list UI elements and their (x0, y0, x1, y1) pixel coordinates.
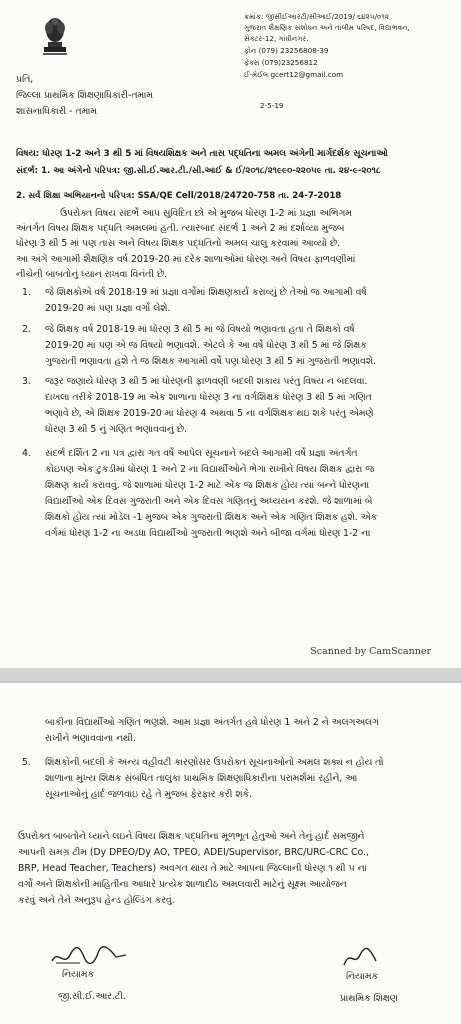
intro-line: ઉપરોક્ત વિષય સંદર્ભે આપ સુવિદિત છો એ મુજબ ધોરણ 1-2 માં પ્રજ્ઞા અભિગમ (60, 208, 352, 219)
point-line: જે શિક્ષકોએ વર્ષ 2018-19 માં પ્રજ્ઞા વર્ગોમાં શિક્ષણકાર્ય કરાવ્યું છે તેઓ જ આગામી વર્ષ (45, 287, 367, 298)
organization-name: ગુજરાત શૈક્ષણિક સંશોધન અને તાલીમ પરિષદ, વિદ્યાભવન, (244, 23, 410, 32)
point-line: વર્ગમાં ધોરણ 1-2 ના અડધા વિદ્યાર્થીઓ ગુજરાતી ભણશે અને બીજા વર્ગમાં ધોરણ 1-2 ના (45, 528, 371, 539)
closing-line: BRP, Head Teacher, Teachers) અવગત થાય તે માટે આપના જિલ્લાની ધોરણ ૧ થી ૫ ના (18, 863, 367, 874)
closing-line: આપની સમગ્ર ટીમ (Dy DPEO/Dy AO, TPEO, ADEI/Supervisor, BRC/URC-CRC Co., (18, 847, 369, 858)
intro-line: ધોરણ 3 થી 5 માં પણ તાસ અને વિષય શિક્ષક પદ્ધતિનો અમલ ચાલુ કરવામાં આવ્યો છે. (16, 238, 340, 249)
point-line: વિદ્યાર્થીઓ એક દિવસ ગુજરાતી અને એક દિવસ ગણિતનું અધ્યયન કરશે. જે શાળામાં બે (45, 496, 373, 507)
phone-number: ફોન (079) 23256808-39 (244, 46, 329, 55)
point-line: શિક્ષણ કાર્ય કરાવવું. જે શાળામાં ધોરણ 1-2 માટે એક જ શિક્ષક હોય ત્યાં બન્ને ધોરણના (45, 480, 370, 491)
point-line: દાખલા તરીકે 2018-19 મા એક શાળાના ધોરણ 3 ના વર્ગશિક્ષક ધોરણ 3 થી 5 માં ગણિત (45, 392, 372, 403)
point-line: 2019-20 માં પણ પ્રજ્ઞા વર્ગો લેશે. (45, 303, 171, 314)
left-signatory-title: નિયામક (62, 969, 95, 980)
reference-1: સંદર્ભ: 1. આ અંગેનો પરિપત્ર: જી.સી.ઈ.આર.ટી./સી.આઈ & ઈ/૨૦૧૮/૨૧૯૯૦-૨૨૦૫૯ તા. ૨૪-૯-૨૦૧૮ (16, 166, 381, 176)
fax-number: ફેક્સ (079)23256812 (244, 58, 318, 67)
right-signatory-title: નિયામક (346, 971, 379, 982)
point-line: જે શિક્ષક વર્ષ 2018-19 માં ધોરણ 3 થી 5 માં જે વિષયો ભણાવતા હતા તે શિક્ષકો વર્ષ (45, 324, 355, 335)
point-line: શાળાના મુખ્ય શિક્ષક સંબંધિત તાલુકા પ્રાથમિક શિક્ષણાધિકારીના પરામર્શમાં રહીને, આ (45, 773, 358, 784)
camscanner-watermark: Scanned by CamScanner (310, 646, 431, 657)
recipient-line-2: શાસનાધિકારી - તમામ (16, 106, 97, 117)
closing-line: વર્ગો અને શિક્ષકોની માહિતીના આધારે પ્રત્યેક શાળાદીઠ અમલવારી માટેનું સૂક્ષ્મ આયોજન (18, 879, 347, 890)
letter-date: 2-5-19 (260, 101, 284, 110)
intro-line: આ અંગે આગામી શૈક્ષણિક વર્ષ 2019-20 માં દરેક શાળાઓમાં ધોરણ અને વિષય ફાળવણીમાં (16, 254, 356, 265)
right-signatory-organization: પ્રાથમિક શિક્ષણ (340, 993, 398, 1004)
closing-line: ઉપરોક્ત બાબતોને ધ્યાને લઇને વિષય શિક્ષક પદ્ધતિના મૂળભૂત હેતુઓ અને તેનું હાર્દ સમજીને (18, 831, 365, 842)
point-4-continued-line: રાખીને ભણાવવાના નથી. (45, 733, 136, 744)
intro-line: નીચેની બાબતોનું ધ્યાન રાખવા વિનંતી છે. (16, 269, 168, 280)
point-4-continued-line: બાકીના વિદ્યાર્થીઓ ગણિત ભણશે. આમ પ્રજ્ઞા અંતર્ગત હવે ધોરણ 1 અને 2 ને અલગઅલગ (45, 717, 379, 728)
subject-line: વિષય: ધોરણ 1-2 અને 3 થી 5 માં વિષયશિક્ષક અને તાસ પદ્ધતિના અમલ અંગેની માર્ગદર્શક સૂચનાઓ (16, 149, 388, 159)
point-line: શિક્ષકોની બદલી કે અન્ય વહીવટી કારણોસર ઉપરોક્ત સૂચનાઓનો અમલ શક્ય ન હોય તો (45, 757, 384, 768)
point-number: 5. (22, 757, 31, 768)
point-number: 2. (22, 324, 31, 335)
reference-number: ક્રમાંક: જીસીઈઆરટી/સીઆઈ/2019/ ૬૪૨૫/૦૧૨ (244, 12, 390, 21)
email-address: ઈ-મેઈલ gcert12@gmail.com (244, 70, 344, 79)
recipient-line-1: જિલ્લા પ્રાથમિક શિક્ષણાધિકારી-તમામ (16, 90, 153, 101)
point-line: સૂચનાઓનું હાર્દ જળવાઇ રહે તે મુજબ ફેરફાર કરી શકે. (45, 789, 253, 800)
point-line: શિક્ષકો હોય ત્યાં મોડેલ -1 મુજબ એક ગુજરાતી શિક્ષક અને એક ગણિત શિક્ષક હશે. એક (45, 512, 378, 523)
point-line: ધોરણ 3 થી 5 નું ગણિત ભણાવવાનું છે. (45, 424, 187, 435)
point-line: 2019-20 માં પણ એ જ વિષયો ભણાવશે. એટલે કે આ વર્ષે ધોરણ 3 થી 5 માં જે શિક્ષક (45, 340, 367, 351)
director-primary-education-signature (340, 945, 380, 971)
letter-page-2 (0, 681, 461, 1024)
organization-address: સેક્ટર-12, ગાંધીનગર. (244, 34, 309, 43)
point-line: જરૂર જણાયે ધોરણ 3 થી 5 માં ધોરણની ફાળવણી બદલી શકાય પરંતુ વિષય ન બદલવા. (45, 376, 368, 387)
point-line: સંદર્ભ દર્શિત 2 ના પત્ર દ્વારા ગત વર્ષે આપેલ સૂચનાને બદલે આગામી વર્ષે પ્રજ્ઞા અંતર્ગત (45, 448, 358, 459)
national-emblem-icon (40, 14, 70, 56)
director-gcert-signature (50, 943, 130, 969)
point-line: ગુજરાતી ભણાવતા હશે તે જ શિક્ષક આગામી વર્ષે પણ ધોરણ 3 થી 5 માં ગુજરાતી ભણાવશે. (45, 356, 376, 367)
point-number: 4. (22, 448, 31, 459)
reference-2: 2. સર્વ શિક્ષા અભિયાનનો પરિપત્ર: SSA/QE Cell/2018/24720-758 તા. 24-7-2018 (16, 191, 342, 201)
recipient-salutation: પ્રતિ, (16, 74, 34, 85)
closing-line: કરવું અને તેને અનુરૂપ હેન્ડ હોલ્ડિંગ કરવું. (18, 895, 175, 906)
point-line: કોઇપણ એક ટુકડીમાં ધોરણ 1 અને 2 ના વિદ્યાર્થીઓને ભેગા રાખીને વિષય શિક્ષક દ્વારા જ (45, 464, 375, 475)
page-top-edge (0, 681, 461, 683)
point-number: 1. (22, 287, 31, 298)
left-signatory-organization: જી.સી.ઈ.આર.ટી. (58, 991, 126, 1002)
point-number: 3. (22, 376, 31, 387)
page-separator (0, 668, 461, 681)
point-line: ભણાવે છે, એ શિક્ષક 2019-20 માં ધોરણ 4 અથવા 5 ના વર્ગશિક્ષક થઇ શકે પરંતુ એમણે (45, 408, 374, 419)
intro-line: અંતર્ગત વિષય શિક્ષક પદ્ધતિ અમલમાં હતી. ત્યારબાદ સંદર્ભ 1 અને 2 માં દર્શાવ્યા મુજબ (16, 223, 345, 234)
